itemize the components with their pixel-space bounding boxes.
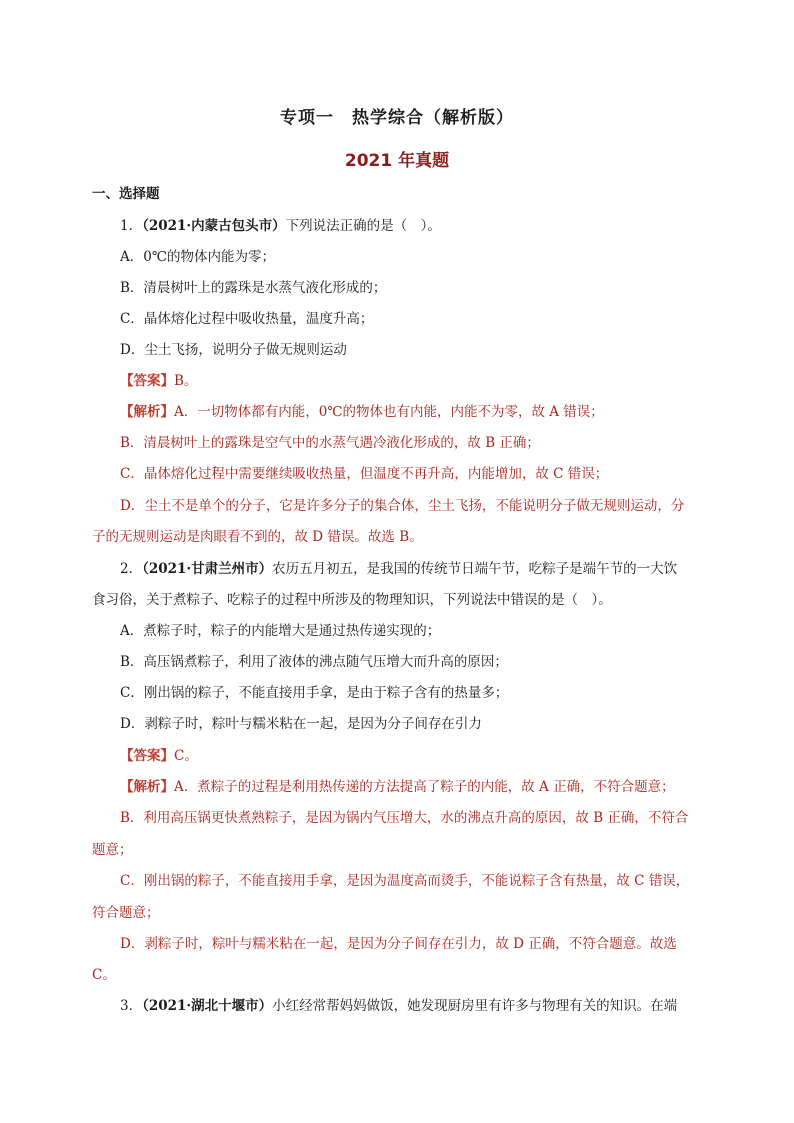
q1-analysis-1 xyxy=(120,402,702,422)
q2-option-c: C．刚出锅的粽子，不能直接用手拿，是由于粽子含有的热量多； xyxy=(120,685,509,701)
section-heading: 一、选择题 xyxy=(92,186,160,202)
question-text: 下列说法正确的是（ ）。 xyxy=(285,218,441,234)
q2-option-a: A．煮粽子时，粽子的内能增大是通过热传递实现的； xyxy=(120,623,441,639)
q1-analysis-4: D．尘土不是单个的分子，它是许多分子的集合体，尘土飞扬，不能说明分子做无规则运动，分 xyxy=(120,498,685,514)
question-number: 2． xyxy=(120,561,143,577)
answer-value: C。 xyxy=(174,748,198,764)
answer-value: B。 xyxy=(174,373,198,389)
q2-answer xyxy=(120,746,702,766)
question-number: 1． xyxy=(120,218,143,234)
question-number: 3． xyxy=(120,998,143,1014)
q2-analysis-3: 题意； xyxy=(92,842,133,858)
q2-analysis-7: C。 xyxy=(92,967,116,983)
question-3-stem xyxy=(120,996,702,1016)
analysis-tag: 【解析】 xyxy=(120,779,174,795)
question-source: （2021·内蒙古包头市） xyxy=(142,218,286,234)
question-text: 小红经常帮妈妈做饭，她发现厨房里有许多与物理有关的知识。在端 xyxy=(272,998,678,1014)
q2-analysis-6: D．剥粽子时，粽叶与糯米粘在一起，是因为分子间存在引力，故 D 正确，不符合题意。故选 xyxy=(120,936,677,952)
question-2-stem xyxy=(120,559,702,579)
answer-tag: 【答案】 xyxy=(120,373,174,389)
analysis-text: A．一切物体都有内能，0℃的物体也有内能，内能不为零，故 A 错误； xyxy=(174,404,604,420)
q1-option-c: C．晶体熔化过程中吸收热量，温度升高； xyxy=(120,311,374,327)
analysis-tag: 【解析】 xyxy=(120,404,174,420)
q2-option-d: D．剥粽子时，粽叶与糯米粘在一起，是因为分子间存在引力 xyxy=(120,716,482,732)
question-2-stem-cont: 食习俗，关于煮粽子、吃粽子的过程中所涉及的物理知识，下列说法中错误的是（ ）。 xyxy=(92,592,612,608)
q1-option-d: D．尘土飞扬，说明分子做无规则运动 xyxy=(120,342,347,358)
q1-option-a: A．0℃的物体内能为零； xyxy=(120,249,275,265)
q1-analysis-3: C．晶体熔化过程中需要继续吸收热量，但温度不再升高，内能增加，故 C 错误； xyxy=(120,466,609,482)
q1-option-b: B．清晨树叶上的露珠是水蒸气液化形成的； xyxy=(120,280,387,296)
answer-tag: 【答案】 xyxy=(120,748,174,764)
page-subtitle: 2021 年真题 xyxy=(344,151,450,171)
q2-analysis-4: C．刚出锅的粽子，不能直接用手拿，是因为温度高而烫手，不能说粽子含有热量，故 C 错误， xyxy=(120,873,690,889)
q2-option-b: B．高压锅煮粽子，利用了液体的沸点随气压增大而升高的原因； xyxy=(120,654,508,670)
question-source: （2021·甘肃兰州市） xyxy=(142,561,273,577)
q2-analysis-2: B．利用高压锅更快煮熟粽子，是因为锅内气压增大，水的沸点升高的原因，故 B 正确，不符合 xyxy=(120,810,689,826)
page-title: 专项一 热学综合（解析版） xyxy=(280,108,514,128)
q1-analysis-5: 子的无规则运动是肉眼看不到的，故 D 错误。故选 B。 xyxy=(92,529,423,545)
question-source: （2021·湖北十堰市） xyxy=(142,998,273,1014)
q2-analysis-1 xyxy=(120,777,702,797)
question-text: 农历五月初五，是我国的传统节日端午节，吃粽子是端午节的一大饮 xyxy=(272,561,678,577)
q2-analysis-5: 符合题意； xyxy=(92,905,160,921)
analysis-text: A．煮粽子的过程是利用热传递的方法提高了粽子的内能，故 A 正确，不符合题意； xyxy=(174,779,675,795)
question-1-stem xyxy=(120,216,702,236)
q1-answer xyxy=(120,371,702,391)
q1-analysis-2: B．清晨树叶上的露珠是空气中的水蒸气遇冷液化形成的，故 B 正确； xyxy=(120,435,540,451)
